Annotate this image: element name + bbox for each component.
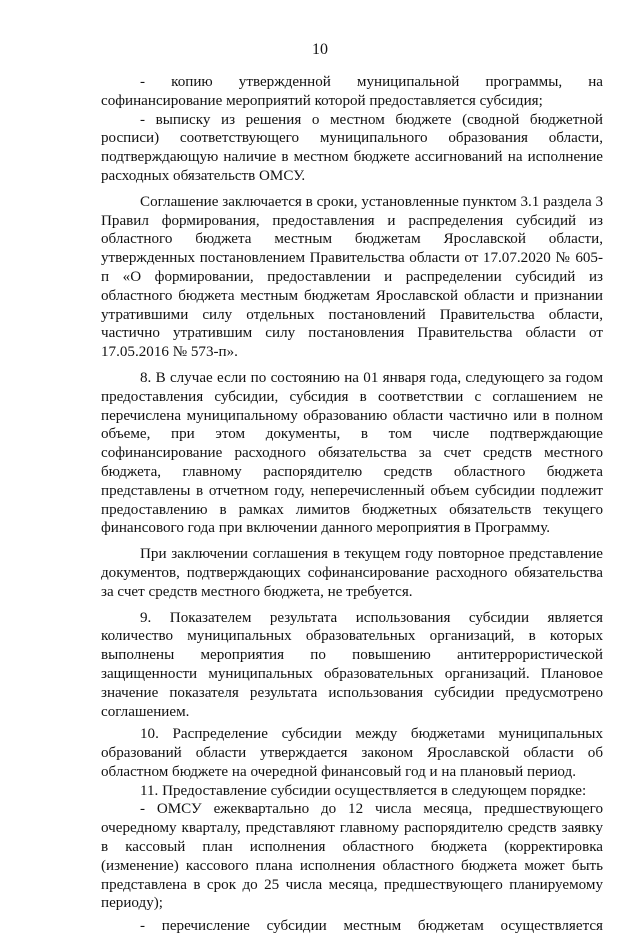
paragraph-item-9: 9. Показателем результата использования субсидии является количество муниципальных образовательных организаций, в которых выполнены мероприятия по повышению антитеррористической защищенности муниципальных образовательных организаций. Плановое значение показателя результата использования субсидии предусмотрено соглашением. [101, 609, 603, 720]
document-body [101, 73, 603, 936]
page-number: 10 [312, 41, 328, 58]
paragraph-item-11: 11. Предоставление субсидии осуществляется в следующем порядке: [140, 782, 587, 799]
paragraph-agreement-terms: Соглашение заключается в сроки, установленные пунктом 3.1 раздела 3 Правил формирования, предоставления и распределения субсидий из областного бюджета местным бюджетам Ярославской области, утвержденных постановлением Правительства области от 17.07.2020 № 605-п «О формировании, предоставлении и распределении субсидий из областного бюджета местным бюджетам Ярославской области и признании утратившими силу отдельных постановлений Правительства области, частично утратившим силу постановления Правительства области от 17.05.2016 № 573-п». [101, 193, 603, 361]
paragraph-repeat-documents: При заключении соглашения в текущем году повторное представление документов, подтверждающих софинансирование расходного обязательства за счет средств местного бюджета, не требуется. [101, 546, 603, 600]
paragraph-subsidy-transfer: - перечисление субсидии местным бюджетам осуществляется [140, 918, 603, 935]
paragraph-program-copy: - копию утвержденной муниципальной программы, на софинансирование мероприятий которой предоставляется субсидия; [101, 74, 603, 109]
paragraph-budget-extract: - выписку из решения о местном бюджете (сводной бюджетной росписи) соответствующего муниципального образования области, подтверждающую наличие в местном бюджете ассигнований на исполнение расходных обязательств ОМСУ. [101, 111, 603, 184]
paragraph-omsu-request: - ОМСУ ежеквартально до 12 числа месяца, предшествующего очередному кварталу, представляют главному распорядителю средств заявку в кассовый план исполнения областного бюджета (корректировка (изменение) кассового плана исполнения областного бюджета может быть представлена в срок до 25 числа месяца, предшествующего планируемому периоду); [101, 801, 603, 912]
paragraph-item-10: 10. Распределение субсидии между бюджетами муниципальных образований области утверждается законом Ярославской области об областном бюджете на очередной финансовый год и на плановый период. [101, 726, 603, 780]
paragraph-item-8: 8. В случае если по состоянию на 01 января года, следующего за годом предоставления субсидии, субсидия в соответствии с соглашением не перечислена муниципальному образованию области частично или в полном объеме, при этом документы, в том числе подтверждающие софинансирование расходного обязательства за счет средств местного бюджета, главному распорядителю средств областного бюджета представлены в отчетном году, неперечисленный объем субсидии подлежит предоставлению в рамках лимитов бюджетных обязательств текущего финансового года при включении данного мероприятия в Программу. [101, 369, 603, 537]
